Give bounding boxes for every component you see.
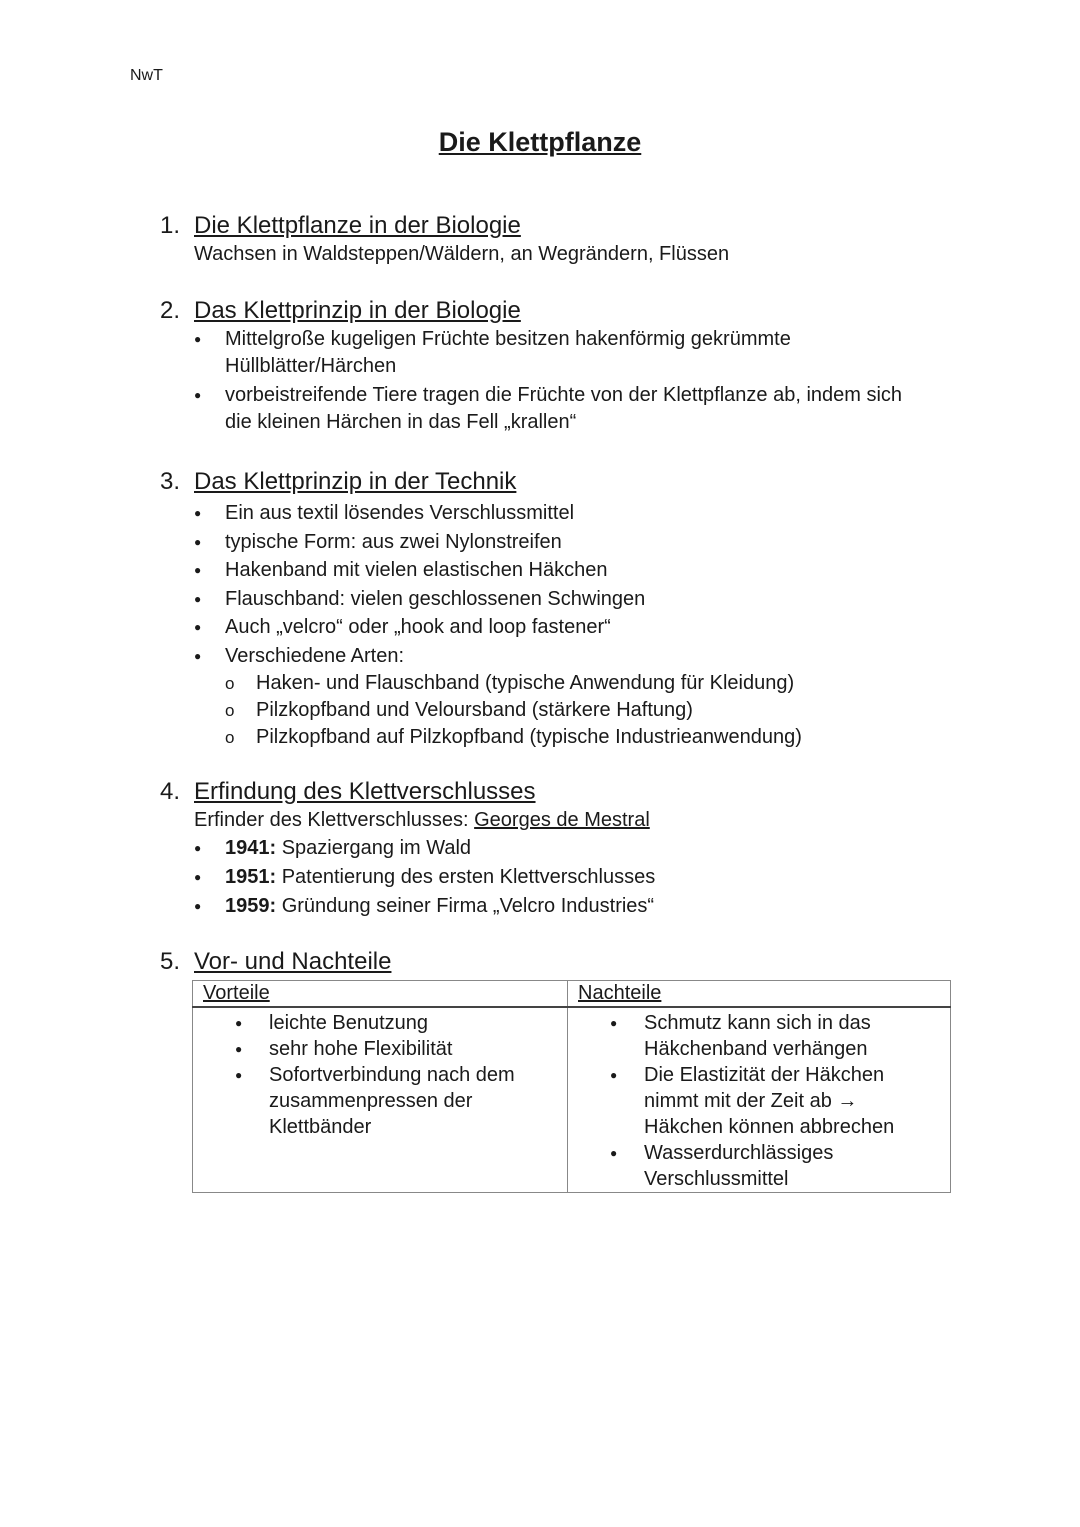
list-item: ● sehr hohe Flexibilität xyxy=(235,1036,567,1062)
section-number: 3. xyxy=(160,468,181,495)
event-year: 1941: xyxy=(225,837,277,859)
list-item: ● Auch „velcro“ oder „hook and loop fastener“ xyxy=(194,613,960,642)
event-text: Spaziergang im Wald xyxy=(276,837,472,859)
section-title: Die Klettpflanze in der Biologie xyxy=(194,212,521,239)
section-number: 4. xyxy=(160,778,181,805)
list-item: ● typische Form: aus zwei Nylonstreifen xyxy=(194,528,960,557)
section-text: Wachsen in Waldsteppen/Wäldern, an Wegrändern, Flüssen xyxy=(194,243,730,265)
table-header-row xyxy=(193,981,951,1008)
list-item: ● Wasserdurchlässiges Verschlussmittel xyxy=(610,1140,920,1192)
section-4 xyxy=(160,777,960,921)
section-title: Erfindung des Klettverschlusses xyxy=(194,778,536,805)
section-title: Vor- und Nachteile xyxy=(194,948,392,975)
pros-list xyxy=(193,1010,567,1140)
page-title: Die Klettpflanze xyxy=(438,127,642,157)
section-heading xyxy=(160,296,960,326)
section-5 xyxy=(160,947,960,977)
section-number: 1. xyxy=(160,212,181,239)
bullet-list xyxy=(194,499,960,670)
list-item: ● Schmutz kann sich in das Häkchenband verhängen xyxy=(610,1010,920,1062)
list-item: ● Ein aus textil lösendes Verschlussmittel xyxy=(194,499,960,528)
section-heading xyxy=(160,211,960,241)
pros-cons-table xyxy=(192,980,951,1193)
section-title: Das Klettprinzip in der Technik xyxy=(194,468,517,495)
timeline-item xyxy=(194,834,960,863)
column-header-pros: Vorteile xyxy=(193,981,568,1008)
section-heading xyxy=(160,947,960,977)
inventor-label: Erfinder des Klettverschlusses: xyxy=(194,809,475,831)
list-item: ● Verschiedene Arten: xyxy=(194,642,960,671)
sub-list-item: o Pilzkopfband und Veloursband (stärkere Haftung) xyxy=(225,697,960,724)
sub-list-item: o Pilzkopfband auf Pilzkopfband (typische Industrieanwendung) xyxy=(225,724,960,751)
section-number: 2. xyxy=(160,297,181,324)
table-row xyxy=(193,1007,951,1193)
cons-list xyxy=(568,1010,950,1192)
sub-list-item: o Haken- und Flauschband (typische Anwendung für Kleidung) xyxy=(225,670,960,697)
section-number: 5. xyxy=(160,948,181,975)
section-3 xyxy=(160,467,960,751)
timeline-list xyxy=(194,834,960,921)
list-item: ● leichte Benutzung xyxy=(235,1010,567,1036)
timeline-item xyxy=(194,892,960,921)
inventor-name: Georges de Mestral xyxy=(474,809,650,831)
event-text: Patentierung des ersten Klettverschlusses xyxy=(276,866,656,888)
document-header: NwT xyxy=(130,67,163,84)
section-heading xyxy=(160,467,960,497)
list-item: ● Die Elastizität der Häkchen nimmt mit der Zeit ab → Häkchen können abbrechen xyxy=(610,1062,920,1140)
pros-cell xyxy=(193,1007,568,1193)
list-item: ● Hakenband mit vielen elastischen Häkchen xyxy=(194,556,960,585)
bullet-list xyxy=(194,326,924,436)
section-title: Das Klettprinzip in der Biologie xyxy=(194,297,521,324)
list-item: ● Flauschband: vielen geschlossenen Schwingen xyxy=(194,585,960,614)
sub-bullet-list xyxy=(225,670,960,751)
inventor-line xyxy=(194,807,960,834)
section-heading xyxy=(160,777,960,807)
list-item: ● Mittelgroße kugeligen Früchte besitzen hakenförmig gekrümmte Hüllblätter/Härchen xyxy=(194,326,924,380)
timeline-item xyxy=(194,863,960,892)
event-year: 1959: xyxy=(225,895,277,917)
event-text: Gründung seiner Firma „Velcro Industries“ xyxy=(276,895,655,917)
cons-cell xyxy=(568,1007,951,1193)
section-1 xyxy=(160,211,960,268)
section-2 xyxy=(160,296,960,436)
list-item: ● Sofortverbindung nach dem zusammenpressen der Klettbänder xyxy=(235,1062,537,1140)
list-item: ● vorbeistreifende Tiere tragen die Früchte von der Klettpflanze ab, indem sich die kleinen Härchen in das Fell „krallen“ xyxy=(194,382,924,436)
column-header-cons: Nachteile xyxy=(568,981,951,1008)
event-year: 1951: xyxy=(225,866,277,888)
